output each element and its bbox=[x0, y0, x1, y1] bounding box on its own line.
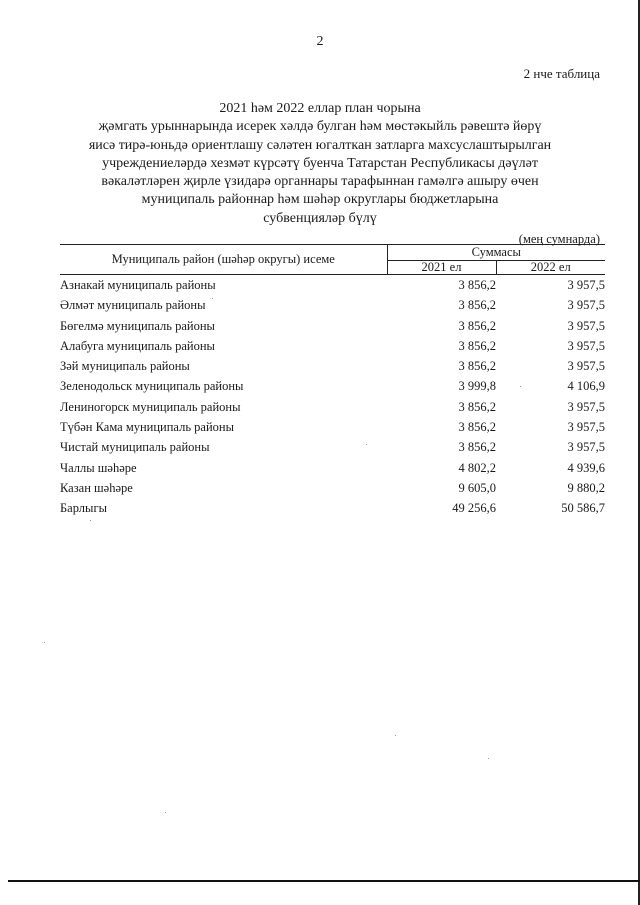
title-line: 2021 һәм 2022 еллар план чорына bbox=[219, 101, 421, 116]
row-value-2021: 3 856,2 bbox=[458, 440, 496, 455]
row-value-2022: 4 939,6 bbox=[567, 460, 605, 475]
scan-edge-bottom bbox=[8, 880, 640, 882]
scan-speck bbox=[165, 812, 166, 813]
row-value-2021: 3 856,2 bbox=[458, 278, 496, 292]
row-value-2022: 9 880,2 bbox=[567, 480, 605, 495]
row-value-2022: 3 957,5 bbox=[567, 338, 605, 353]
row-value-2021: 4 802,2 bbox=[458, 460, 496, 475]
header-municipality-name: Муниципаль район (шәһәр округы) исеме bbox=[60, 245, 387, 275]
row-value-2022: 3 957,5 bbox=[567, 440, 605, 455]
title-line: вәкаләтләрен җирле үзидарә органнары тарафыннан гамәлгә ашыру өчен bbox=[101, 174, 539, 190]
row-value-2021: 3 856,2 bbox=[458, 420, 496, 435]
row-value-2022: 4 106,9 bbox=[567, 379, 605, 394]
header-year-2021: 2021 ел bbox=[387, 261, 496, 275]
row-value-2022: 3 957,5 bbox=[567, 298, 605, 313]
row-value-2022: 3 957,5 bbox=[567, 399, 605, 414]
page-number: 2 bbox=[316, 34, 324, 49]
row-value-2021: 9 605,0 bbox=[458, 480, 496, 495]
title-line: җәмгать урыннарында исерек хәлдә булган һәм мөстәкыйль рәвештә йөрү bbox=[98, 119, 542, 135]
row-name: Лениногорск муниципаль районы bbox=[60, 399, 241, 414]
row-name: Зәй муниципаль районы bbox=[60, 359, 190, 374]
table-row-total bbox=[60, 498, 605, 518]
row-value-2021: 3 856,2 bbox=[458, 318, 496, 333]
table-row bbox=[60, 397, 605, 417]
table-row bbox=[60, 336, 605, 356]
row-value-2021: 3 999,8 bbox=[458, 379, 496, 394]
table-row bbox=[60, 376, 605, 396]
scan-speck bbox=[212, 298, 213, 299]
scan-speck bbox=[488, 758, 489, 759]
row-value-2021: 3 856,2 bbox=[458, 359, 496, 374]
table-row bbox=[60, 295, 605, 315]
header-year-2022: 2022 ел bbox=[496, 261, 605, 275]
document-title bbox=[60, 100, 580, 228]
row-value-2022: 3 957,5 bbox=[567, 359, 605, 374]
row-name: Чаллы шәһәре bbox=[60, 460, 137, 475]
row-name: Казан шәһәре bbox=[60, 480, 133, 495]
table-row bbox=[60, 356, 605, 376]
table-row bbox=[60, 458, 605, 478]
row-value-2022: 3 957,5 bbox=[567, 278, 605, 292]
scan-speck bbox=[520, 386, 521, 387]
table-row bbox=[60, 316, 605, 336]
row-name: Зеленодольск муниципаль районы bbox=[60, 379, 244, 394]
row-value-2022: 50 586,7 bbox=[561, 501, 605, 516]
header-sums: Суммасы bbox=[387, 245, 605, 261]
row-name: Бөгелмә муниципаль районы bbox=[60, 318, 215, 333]
units-note: (мең сумнарда) bbox=[518, 232, 600, 246]
scan-speck bbox=[366, 444, 367, 445]
row-value-2022: 3 957,5 bbox=[567, 318, 605, 333]
table-number: 2 нче таблица bbox=[523, 66, 600, 81]
row-name: Азнакай муниципаль районы bbox=[60, 278, 216, 292]
subsidy-table bbox=[60, 244, 605, 519]
row-value-2021: 3 856,2 bbox=[458, 338, 496, 353]
scan-speck bbox=[90, 520, 91, 521]
row-value-2021: 3 856,2 bbox=[458, 399, 496, 414]
table-row bbox=[60, 478, 605, 498]
scan-speck bbox=[395, 735, 396, 736]
row-value-2021: 3 856,2 bbox=[458, 298, 496, 313]
table-row bbox=[60, 275, 605, 296]
scan-speck bbox=[44, 642, 45, 643]
row-name: Әлмәт муниципаль районы bbox=[60, 298, 206, 313]
row-name: Түбән Кама муниципаль районы bbox=[60, 420, 234, 435]
row-value-2021: 49 256,6 bbox=[452, 501, 496, 516]
title-line: муниципаль районнар һәм шәһәр округлары бюджетларына bbox=[141, 192, 499, 208]
title-line: яисә тирә-юньдә ориентлашу сәләтен югалткан затларга махсуслаштырылган bbox=[88, 137, 552, 153]
title-line: учреждениеләрдә хезмәт күрсәтү буенча Татарстан Республикасы дәүләт bbox=[102, 155, 538, 171]
table-row bbox=[60, 417, 605, 437]
row-value-2022: 3 957,5 bbox=[567, 420, 605, 435]
row-name: Чистай муниципаль районы bbox=[60, 440, 210, 455]
row-name: Алабуга муниципаль районы bbox=[60, 338, 215, 353]
row-name: Барлыгы bbox=[60, 501, 107, 516]
table-row bbox=[60, 437, 605, 457]
title-line: субвенцияләр бүлү bbox=[263, 210, 377, 226]
